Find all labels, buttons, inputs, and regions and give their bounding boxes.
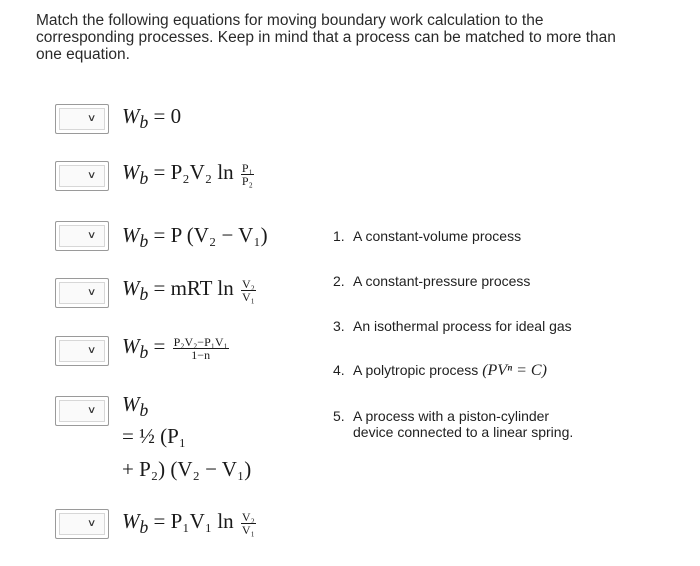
frac-den: P₂: [241, 173, 253, 188]
eq-lhs: W: [122, 104, 140, 128]
eq-lhs: W: [122, 223, 140, 247]
answer-select-3[interactable]: [55, 221, 109, 251]
eq-sub: b: [139, 168, 149, 189]
eq-rhs: = P (V₂ − V₁): [153, 223, 268, 247]
process-math: (PVⁿ = C): [482, 362, 547, 379]
prompt-line-2: corresponding processes. Keep in mind that a process can be matched to more than: [36, 29, 616, 46]
equation-7: [122, 509, 258, 538]
chevron-down-icon: ∨: [86, 170, 97, 181]
equation-6-line-2: = ½ (P₁: [122, 424, 187, 448]
equation-6-line-3: + P₂) (V₂ − V₁): [122, 457, 252, 481]
frac-num: P₂V₂−P₁V₁: [173, 334, 228, 349]
eq-lhs: W: [122, 334, 140, 358]
frac-den: V₁: [241, 289, 255, 304]
eq-fraction: [241, 511, 256, 536]
eq-lhs: W: [122, 392, 140, 416]
eq-lhs: W: [122, 160, 140, 184]
process-text: A polytropic process: [353, 362, 479, 378]
process-item-3: [333, 318, 572, 334]
equation-1: [122, 104, 181, 133]
process-item-5: [333, 408, 549, 424]
process-text: A constant-pressure process: [353, 273, 531, 289]
equation-4: [122, 276, 258, 305]
process-number: 4.: [333, 362, 345, 378]
eq-sub: b: [139, 400, 149, 421]
process-item-2: [333, 273, 530, 289]
eq-sub: b: [139, 284, 149, 305]
process-number: 3.: [333, 318, 345, 334]
eq-sub: b: [139, 517, 149, 538]
process-item-5-line-2: device connected to a linear spring.: [353, 424, 574, 440]
chevron-down-icon: ∨: [86, 230, 97, 241]
eq-lhs: W: [122, 276, 140, 300]
eq-fraction: [241, 278, 256, 303]
frac-den: V₁: [241, 522, 255, 537]
eq-sub: b: [139, 231, 149, 252]
equation-5: [122, 334, 231, 363]
eq-rhs: = mRT ln: [153, 276, 234, 300]
frac-num: V₂: [241, 276, 255, 291]
answer-select-2[interactable]: [55, 161, 109, 191]
chevron-down-icon: ∨: [86, 287, 97, 298]
eq-rhs: = P₁V₁ ln: [153, 509, 234, 533]
chevron-down-icon: ∨: [86, 345, 97, 356]
process-number: 5.: [333, 408, 345, 424]
process-text: A constant-volume process: [353, 228, 522, 244]
answer-select-7[interactable]: [55, 509, 109, 539]
process-text: An isothermal process for ideal gas: [353, 318, 572, 334]
answer-select-1[interactable]: [55, 104, 109, 134]
eq-sub: b: [139, 112, 149, 133]
equation-3: [122, 223, 268, 252]
answer-select-5[interactable]: [55, 336, 109, 366]
chevron-down-icon: ∨: [86, 405, 97, 416]
eq-fraction: [241, 162, 254, 187]
equation-2: [122, 160, 256, 189]
eq-rhs: = P₂V₂ ln: [153, 160, 234, 184]
frac-den: 1−n: [191, 347, 211, 362]
prompt-line-1: Match the following equations for moving boundary work calculation to the: [36, 12, 544, 29]
answer-select-4[interactable]: [55, 278, 109, 308]
equation-6-line-1: [122, 392, 148, 421]
answer-select-6[interactable]: [55, 396, 109, 426]
eq-sub: b: [139, 342, 149, 363]
chevron-down-icon: ∨: [86, 518, 97, 529]
process-item-4: [333, 362, 547, 380]
eq-lhs: W: [122, 509, 140, 533]
process-number: 1.: [333, 228, 345, 244]
question-prompt: [36, 12, 656, 63]
frac-num: V₂: [241, 509, 255, 524]
eq-rhs: = 0: [153, 104, 182, 128]
frac-num: P₁: [241, 160, 253, 175]
process-item-1: [333, 228, 521, 244]
process-text: A process with a piston-cylinder: [353, 408, 550, 424]
prompt-line-3: one equation.: [36, 46, 130, 63]
eq-rhs: =: [153, 334, 166, 358]
chevron-down-icon: ∨: [86, 113, 97, 124]
eq-fraction: [173, 336, 229, 361]
process-number: 2.: [333, 273, 345, 289]
